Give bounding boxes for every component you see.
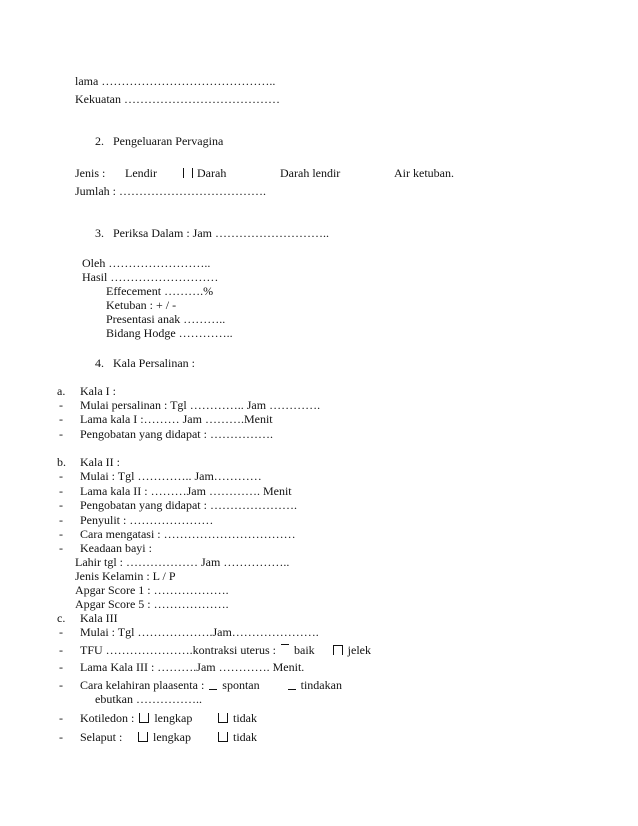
section-3-number: 3. bbox=[95, 226, 104, 240]
kotiledon-lengkap-checkbox-icon bbox=[139, 713, 149, 723]
kala-2-lama: Lama kala II : ………Jam …………. Menit bbox=[80, 484, 292, 498]
selaput-lengkap-label: lengkap bbox=[153, 730, 191, 744]
kotiledon-label: Kotiledon : bbox=[80, 711, 135, 725]
air-ketuban-option: Air ketuban. bbox=[394, 166, 454, 180]
jelek-checkbox-icon bbox=[333, 645, 343, 655]
dash-marker: - bbox=[59, 513, 63, 527]
kala-1-letter: a. bbox=[57, 384, 66, 398]
dash-marker: - bbox=[59, 643, 63, 657]
kotiledon-lengkap-label: lengkap bbox=[154, 711, 193, 725]
kala-2-letter: b. bbox=[57, 455, 66, 469]
selaput-lengkap-option bbox=[136, 730, 191, 744]
dash-marker: - bbox=[59, 541, 63, 555]
kala-2-mulai: Mulai : Tgl ………….. Jam………… bbox=[80, 469, 262, 483]
tindakan-label: tindakan bbox=[300, 678, 342, 692]
kala-2-pengobatan: Pengobatan yang didapat : …………………. bbox=[80, 498, 297, 512]
kotiledon-tidak-label: tidak bbox=[233, 711, 257, 725]
kala-1-mulai: Mulai persalinan : Tgl ………….. Jam …………. bbox=[80, 398, 321, 412]
darah-option: Darah bbox=[182, 166, 226, 180]
tfu-field: TFU ………………….kontraksi uterus : bbox=[80, 643, 276, 657]
kotiledon-tidak-option bbox=[216, 711, 257, 725]
cara-kelahiran-label: Cara kelahiran plaasenta : bbox=[80, 678, 205, 692]
section-3-title: Periksa Dalam : Jam ……………………….. bbox=[113, 226, 329, 240]
tfu-row bbox=[80, 643, 371, 657]
selaput-tidak-label: tidak bbox=[233, 730, 257, 744]
kala-2-cara-mengatasi: Cara mengatasi : …………………………… bbox=[80, 527, 296, 541]
darah-checkbox-icon bbox=[183, 168, 193, 178]
kala-3-lama: Lama Kala III : ……….Jam …………. Menit. bbox=[80, 660, 305, 674]
lendir-option: Lendir bbox=[125, 166, 157, 180]
selaput-label: Selaput : bbox=[80, 730, 123, 744]
baik-label: baik bbox=[294, 643, 315, 657]
dash-marker: - bbox=[59, 427, 63, 441]
apgar-score-1-field: Apgar Score 1 : ………………. bbox=[75, 583, 229, 597]
kala-2-penyulit: Penyulit : ………………… bbox=[80, 513, 214, 527]
kala-3-mulai: Mulai : Tgl ……………….Jam…………………. bbox=[80, 625, 319, 639]
kala-3-title: Kala III bbox=[80, 611, 118, 625]
kala-1-title: Kala I : bbox=[80, 384, 116, 398]
dash-marker: - bbox=[59, 678, 63, 692]
oleh-field: Oleh …………………….. bbox=[82, 256, 211, 270]
jelek-label: jelek bbox=[347, 643, 371, 657]
ketuban-field: Ketuban : + / - bbox=[106, 298, 177, 312]
selaput-lengkap-checkbox-icon bbox=[138, 732, 148, 742]
tindakan-checkbox-icon bbox=[288, 679, 296, 690]
dash-marker: - bbox=[59, 398, 63, 412]
kala-1-pengobatan: Pengobatan yang didapat : ……………. bbox=[80, 427, 273, 441]
apgar-score-5-field: Apgar Score 5 : ………………. bbox=[75, 597, 229, 611]
section-2-title: Pengeluaran Pervagina bbox=[113, 134, 224, 148]
dash-marker: - bbox=[59, 730, 63, 744]
dash-marker: - bbox=[59, 498, 63, 512]
section-2-number: 2. bbox=[95, 134, 104, 148]
dash-marker: - bbox=[59, 711, 63, 725]
cara-kelahiran-row bbox=[80, 678, 342, 692]
section-4-number: 4. bbox=[95, 356, 104, 370]
bidang-hodge-field: Bidang Hodge ………….. bbox=[106, 326, 233, 340]
dash-marker: - bbox=[59, 625, 63, 639]
hasil-field: Hasil ……………………… bbox=[82, 270, 219, 284]
kala-2-title: Kala II : bbox=[80, 455, 120, 469]
lahir-tgl-field: Lahir tgl : ……………… Jam …………….. bbox=[75, 555, 290, 569]
kekuatan-field: Kekuatan ………………………………… bbox=[75, 92, 280, 106]
selaput-tidak-checkbox-icon bbox=[218, 732, 228, 742]
selaput-tidak-option bbox=[216, 730, 257, 744]
kotiledon-row bbox=[80, 711, 192, 725]
spontan-checkbox-icon bbox=[209, 679, 217, 690]
spontan-label: spontan bbox=[222, 678, 260, 692]
dash-marker: - bbox=[59, 412, 63, 426]
dash-marker: - bbox=[59, 469, 63, 483]
kala-3-letter: c. bbox=[57, 611, 66, 625]
dash-marker: - bbox=[59, 660, 63, 674]
jenis-kelamin-field: Jenis Kelamin : L / P bbox=[75, 569, 176, 583]
effecement-field: Effecement ……….% bbox=[106, 284, 214, 298]
baik-checkbox-icon bbox=[281, 644, 289, 655]
kala-2-keadaan-bayi: Keadaan bayi : bbox=[80, 541, 152, 555]
lama-field: lama …………………………………….. bbox=[75, 74, 276, 88]
jumlah-field: Jumlah : ………………………………. bbox=[75, 184, 266, 198]
section-4-title: Kala Persalinan : bbox=[113, 356, 195, 370]
presentasi-field: Presentasi anak ……….. bbox=[106, 312, 226, 326]
darah-lendir-option: Darah lendir bbox=[280, 166, 341, 180]
dash-marker: - bbox=[59, 484, 63, 498]
kala-1-lama: Lama kala I :……… Jam ……….Menit bbox=[80, 412, 273, 426]
ebutkan-field: ebutkan …………….. bbox=[95, 692, 202, 706]
dash-marker: - bbox=[59, 527, 63, 541]
kotiledon-tidak-checkbox-icon bbox=[218, 713, 228, 723]
jenis-label: Jenis : bbox=[75, 166, 106, 180]
